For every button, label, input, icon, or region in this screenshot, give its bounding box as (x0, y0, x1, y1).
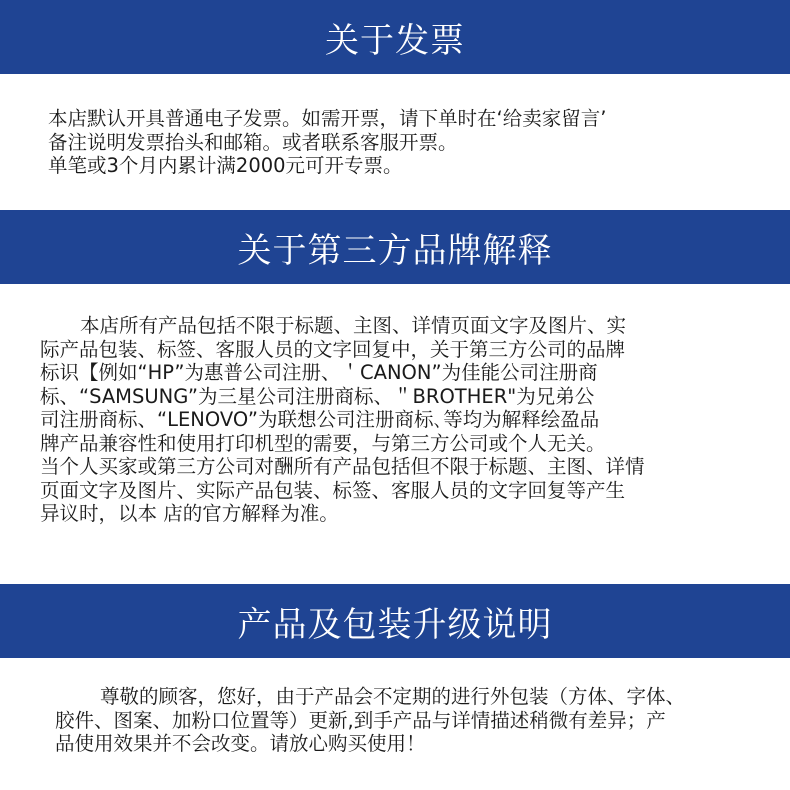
text-line: 尊敬的顾客，您好，由于产品会不定期的进行外包装（方体、字体、 (100, 685, 686, 708)
text-line: 标、“SAMSUNG”为三星公司注册商标、＂BROTHER"为兄弟公 (40, 384, 595, 408)
invoice-section-header (0, 0, 790, 74)
text-line: 际产品包装、标签、客服人员的文字回复中，关于第三方公司的品牌 (40, 337, 626, 361)
brand-section-text (40, 314, 645, 526)
packaging-section-text (55, 685, 685, 756)
packaging-section-title: 产品及包装升级说明 (237, 604, 553, 645)
text-line: 胶件、图案、加粉口位置等）更新,到手产品与详情描述稍微有差异；产 (55, 708, 666, 732)
text-line: 当个人买家或第三方公司对酬所有产品包括但不限于标题、主图、详情 (40, 455, 645, 478)
packaging-section-header (0, 584, 790, 658)
brand-section-header (0, 210, 790, 284)
text-line: 本店默认开具普通电子发票。如需开票，请下单时在‘给卖家留言’ (48, 107, 607, 130)
text-line: 标识【例如“HP”为惠普公司注册、＇CANON”为佳能公司注册商 (40, 361, 598, 384)
text-line: 单笔或3个月内累计满2000元可开专票。 (48, 154, 403, 177)
text-line: 司注册商标、“LENOVO”为联想公司注册商标､等均为解释绘盈品 (40, 408, 600, 431)
brand-section-title: 关于第三方品牌解释 (237, 230, 553, 271)
invoice-section-title: 关于发票 (325, 20, 465, 61)
text-line: 备注说明发票抬头和邮箱。或者联系客服开票。 (48, 130, 458, 154)
text-line: 品使用效果并不会改变。请放心购买使用！ (55, 732, 426, 755)
text-line: 页面文字及图片、实际产品包装、标签、客服人员的文字回复等产生 (40, 478, 626, 502)
text-line: 牌产品兼容性和使用打印机型的需要，与第三方公司或个人无关。 (40, 431, 606, 455)
text-line: 本店所有产品包括不限于标题、主图、详情页面文字及图片、实 (80, 314, 627, 337)
invoice-section-text (48, 107, 606, 178)
text-line: 异议时，以本 店的官方解释为准。 (40, 502, 339, 525)
